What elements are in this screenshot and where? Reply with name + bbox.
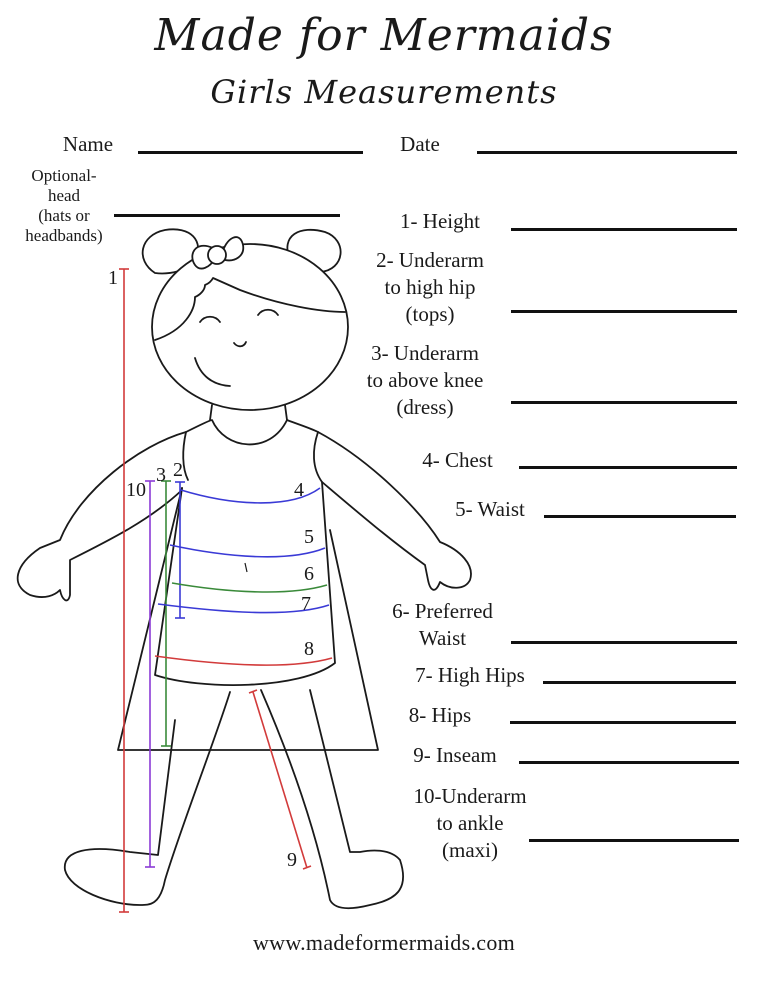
measurement-label-underarm-ankle: 10-Underarm to ankle (maxi) [413, 784, 527, 862]
measurement-label-inseam: 9- Inseam [413, 743, 497, 767]
measurement-label-chest: 4- Chest [422, 448, 493, 472]
diagram-label-6: 6 [304, 563, 314, 585]
diagram-label-3: 3 [156, 464, 166, 486]
underarm-knee-measure-line [161, 481, 171, 746]
measurement-label-underarm-high-hip: 2- Underarm to high hip (tops) [376, 248, 484, 326]
height-measure-line [119, 269, 129, 912]
measurement-label-underarm-knee: 3- Underarm to above knee (dress) [366, 341, 484, 419]
date-label: Date [400, 132, 440, 156]
diagram-label-2: 2 [173, 459, 183, 481]
waist-measure-line [170, 545, 325, 557]
diagram-label-8: 8 [304, 638, 314, 660]
page-subtitle: Girls Measurements [210, 73, 558, 111]
measurement-label-hips: 8- Hips [408, 703, 472, 727]
diagram-label-9: 9 [287, 849, 297, 871]
head-label: Optional- head (hats or headbands) [25, 166, 103, 245]
measurement-label-waist: 5- Waist [455, 497, 525, 521]
girl-outline-icon [18, 229, 471, 908]
diagram-label-1: 1 [108, 267, 118, 289]
website-url: www.madeformermaids.com [252, 930, 516, 955]
name-label: Name [62, 132, 114, 156]
underarm-ankle-measure-line [145, 481, 155, 867]
inseam-measure-line [249, 690, 311, 869]
underarm-high-hip-measure-line [175, 482, 185, 618]
measurement-label-high-hips: 7- High Hips [415, 663, 525, 687]
measurement-label-preferred-waist: 6- Preferred Waist [392, 599, 493, 650]
diagram-label-5: 5 [304, 526, 314, 548]
page-title: Made for Mermaids [154, 10, 614, 61]
diagram-label-7: 7 [301, 593, 311, 615]
measurement-label-height: 1- Height [400, 209, 480, 233]
diagram-label-10: 10 [126, 479, 146, 501]
diagram-label-4: 4 [294, 479, 304, 501]
